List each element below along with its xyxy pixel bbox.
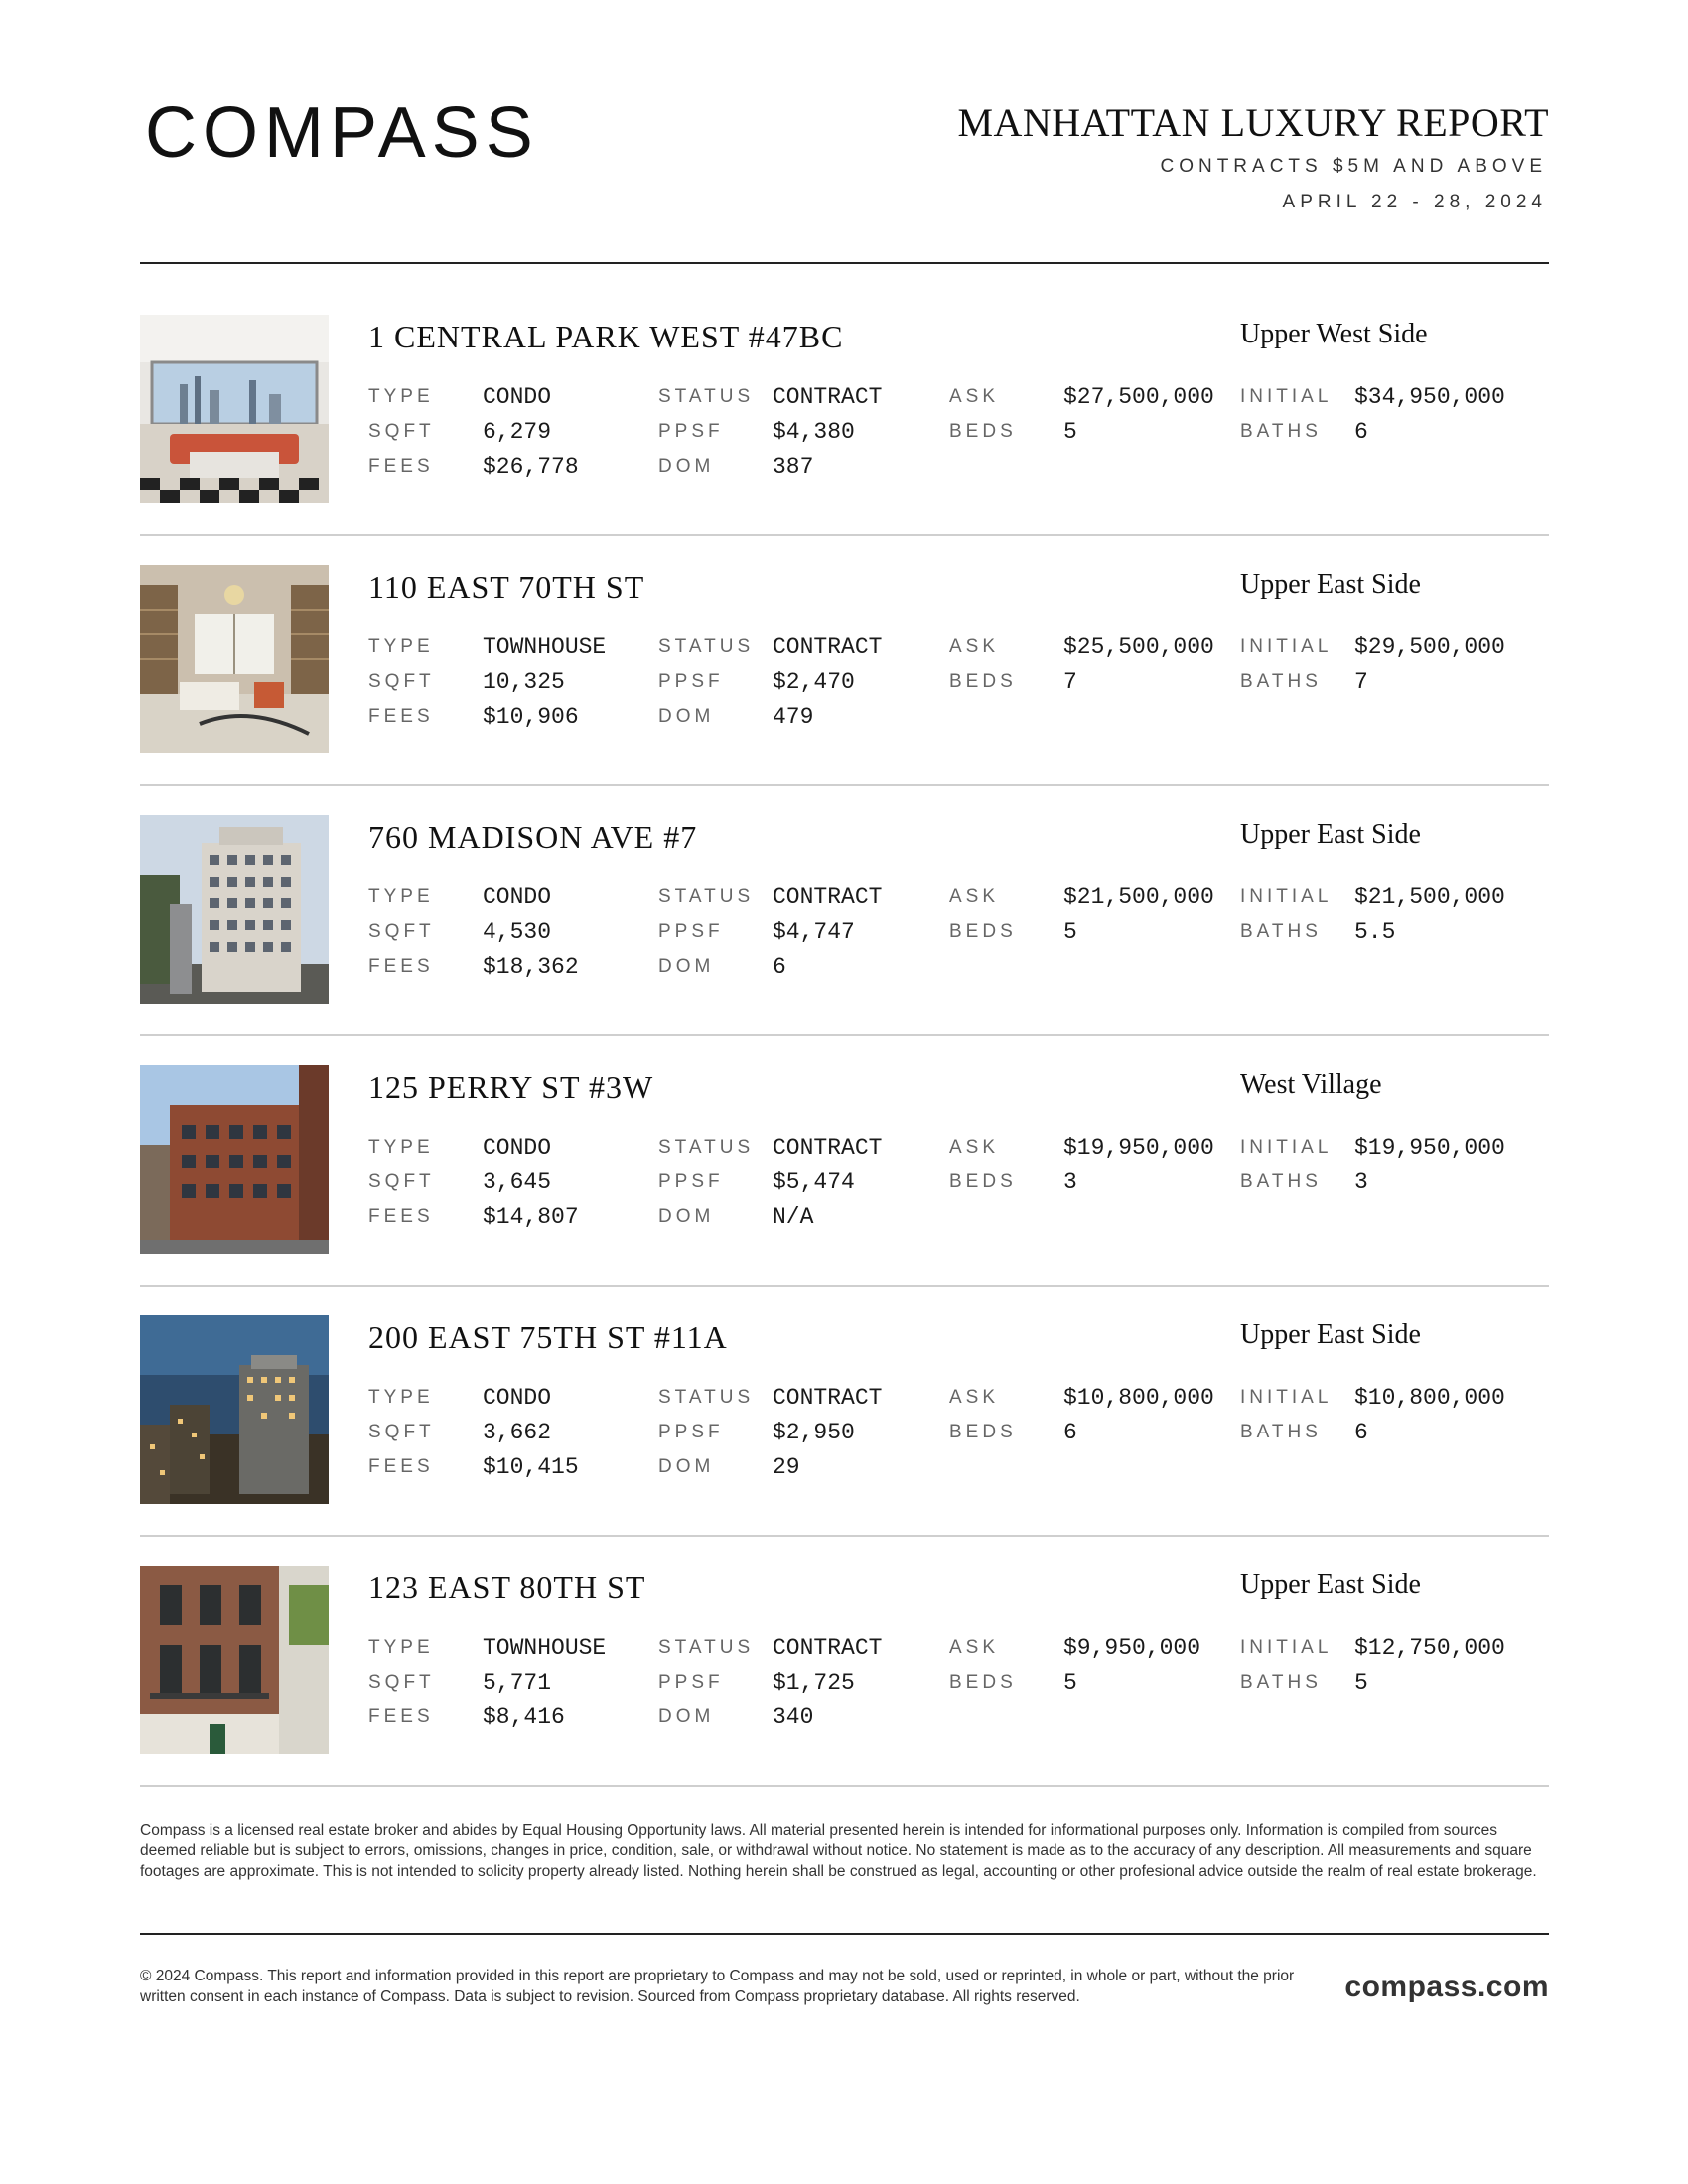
listing-address[interactable]: 110 EAST 70TH ST	[368, 569, 645, 605]
initial-label: INITIAL	[1240, 386, 1333, 407]
fees-label: FEES	[368, 706, 434, 727]
beds-value: 3	[1063, 1169, 1077, 1195]
living-room-skyline-photo[interactable]	[140, 315, 329, 503]
initial-value: $29,500,000	[1354, 634, 1505, 660]
dom-value: 6	[773, 954, 786, 980]
fees-label: FEES	[368, 1206, 434, 1227]
status-label: STATUS	[658, 1387, 755, 1408]
status-label: STATUS	[658, 887, 755, 907]
baths-value: 6	[1354, 419, 1368, 445]
status-value: CONTRACT	[773, 634, 883, 660]
status-value: CONTRACT	[773, 1135, 883, 1160]
ppsf-label: PPSF	[658, 1422, 724, 1442]
listing-neighborhood: Upper West Side	[1240, 319, 1428, 349]
status-label: STATUS	[658, 1137, 755, 1158]
ask-label: ASK	[949, 636, 1000, 657]
baths-value: 5.5	[1354, 919, 1396, 945]
baths-value: 6	[1354, 1420, 1368, 1445]
dom-label: DOM	[658, 956, 715, 977]
ask-value: $9,950,000	[1063, 1635, 1201, 1661]
townhouse-facade-photo[interactable]	[140, 1566, 329, 1754]
listing-divider	[140, 534, 1549, 536]
night-tower-photo[interactable]	[140, 1315, 329, 1504]
report-page	[140, 0, 1549, 2184]
sqft-value: 3,645	[483, 1169, 552, 1195]
initial-value: $10,800,000	[1354, 1385, 1505, 1411]
type-value: TOWNHOUSE	[483, 1635, 607, 1661]
listing-divider	[140, 784, 1549, 786]
dom-value: 387	[773, 454, 814, 479]
sqft-value: 3,662	[483, 1420, 552, 1445]
beds-value: 5	[1063, 419, 1077, 445]
baths-label: BATHS	[1240, 1171, 1322, 1192]
baths-label: BATHS	[1240, 671, 1322, 692]
sqft-value: 4,530	[483, 919, 552, 945]
type-label: TYPE	[368, 636, 434, 657]
baths-value: 5	[1354, 1670, 1368, 1696]
sqft-label: SQFT	[368, 1672, 435, 1693]
sqft-label: SQFT	[368, 1171, 435, 1192]
ask-label: ASK	[949, 1137, 1000, 1158]
listing-neighborhood: Upper East Side	[1240, 819, 1421, 850]
compass-logo	[145, 99, 572, 163]
fees-value: $14,807	[483, 1204, 579, 1230]
ask-label: ASK	[949, 1387, 1000, 1408]
dom-label: DOM	[658, 1206, 715, 1227]
listing-divider	[140, 1535, 1549, 1537]
baths-value: 7	[1354, 669, 1368, 695]
fees-value: $18,362	[483, 954, 579, 980]
status-label: STATUS	[658, 386, 755, 407]
report-subtitle: CONTRACTS $5M AND ABOVE	[1160, 156, 1547, 177]
footer-divider	[140, 1933, 1549, 1935]
type-label: TYPE	[368, 1387, 434, 1408]
fees-label: FEES	[368, 956, 434, 977]
type-value: CONDO	[483, 384, 552, 410]
type-value: CONDO	[483, 885, 552, 910]
dom-value: 340	[773, 1705, 814, 1730]
ask-value: $21,500,000	[1063, 885, 1214, 910]
listing-address[interactable]: 123 EAST 80TH ST	[368, 1570, 646, 1605]
dom-value: 479	[773, 704, 814, 730]
type-label: TYPE	[368, 887, 434, 907]
ask-label: ASK	[949, 1637, 1000, 1658]
baths-label: BATHS	[1240, 1672, 1322, 1693]
listing-address[interactable]: 125 PERRY ST #3W	[368, 1069, 654, 1105]
copyright-text: © 2024 Compass. This report and information provided in this report are proprietary to Compass and may not be sold, used or reprinted, in whole or part, without the prior written consent in each instance of Compass. Data is subject to revision. Sourced from Compass proprietary database. All rights reserved.	[140, 1968, 1295, 2005]
status-value: CONTRACT	[773, 885, 883, 910]
beds-label: BEDS	[949, 421, 1017, 442]
fees-value: $8,416	[483, 1705, 565, 1730]
status-value: CONTRACT	[773, 1635, 883, 1661]
listing-neighborhood: Upper East Side	[1240, 569, 1421, 600]
baths-value: 3	[1354, 1169, 1368, 1195]
ppsf-value: $2,950	[773, 1420, 855, 1445]
listing-address[interactable]: 200 EAST 75TH ST #11A	[368, 1319, 728, 1355]
beds-value: 5	[1063, 919, 1077, 945]
listing-row	[140, 1065, 1549, 1315]
type-label: TYPE	[368, 386, 434, 407]
type-label: TYPE	[368, 1637, 434, 1658]
tower-exterior-photo[interactable]	[140, 815, 329, 1004]
dom-value: 29	[773, 1454, 800, 1480]
type-label: TYPE	[368, 1137, 434, 1158]
ppsf-value: $4,747	[773, 919, 855, 945]
listing-row	[140, 565, 1549, 815]
baths-label: BATHS	[1240, 921, 1322, 942]
baths-label: BATHS	[1240, 1422, 1322, 1442]
ppsf-value: $2,470	[773, 669, 855, 695]
listing-neighborhood: Upper East Side	[1240, 1570, 1421, 1600]
initial-label: INITIAL	[1240, 1137, 1333, 1158]
fees-label: FEES	[368, 1456, 434, 1477]
sqft-label: SQFT	[368, 671, 435, 692]
listing-divider	[140, 1285, 1549, 1287]
ask-value: $25,500,000	[1063, 634, 1214, 660]
listing-neighborhood: West Village	[1240, 1069, 1382, 1100]
listing-address[interactable]: 760 MADISON AVE #7	[368, 819, 698, 855]
beds-value: 6	[1063, 1420, 1077, 1445]
svg-text:COMPASS: COMPASS	[145, 99, 539, 163]
dom-label: DOM	[658, 1706, 715, 1727]
beds-label: BEDS	[949, 1171, 1017, 1192]
listing-neighborhood: Upper East Side	[1240, 1319, 1421, 1350]
initial-label: INITIAL	[1240, 887, 1333, 907]
status-value: CONTRACT	[773, 1385, 883, 1411]
beds-label: BEDS	[949, 671, 1017, 692]
beds-label: BEDS	[949, 1672, 1017, 1693]
sqft-label: SQFT	[368, 1422, 435, 1442]
status-value: CONTRACT	[773, 384, 883, 410]
report-title: MANHATTAN LUXURY REPORT	[957, 100, 1549, 145]
compass-domain-link[interactable]: compass.com	[1344, 1971, 1549, 2003]
fees-value: $10,906	[483, 704, 579, 730]
ask-value: $10,800,000	[1063, 1385, 1214, 1411]
ppsf-label: PPSF	[658, 671, 724, 692]
ppsf-label: PPSF	[658, 421, 724, 442]
type-value: CONDO	[483, 1385, 552, 1411]
beds-label: BEDS	[949, 1422, 1017, 1442]
report-date-range: APRIL 22 - 28, 2024	[1282, 192, 1547, 212]
beds-value: 7	[1063, 669, 1077, 695]
report-header	[140, 0, 1549, 264]
sqft-label: SQFT	[368, 421, 435, 442]
initial-value: $12,750,000	[1354, 1635, 1505, 1661]
dom-value: N/A	[773, 1204, 814, 1230]
brick-building-photo[interactable]	[140, 1065, 329, 1254]
ask-value: $27,500,000	[1063, 384, 1214, 410]
listing-divider	[140, 1034, 1549, 1036]
initial-value: $21,500,000	[1354, 885, 1505, 910]
ppsf-label: PPSF	[658, 921, 724, 942]
ppsf-value: $4,380	[773, 419, 855, 445]
sqft-value: 5,771	[483, 1670, 552, 1696]
listing-row	[140, 815, 1549, 1065]
ppsf-label: PPSF	[658, 1672, 724, 1693]
fees-value: $26,778	[483, 454, 579, 479]
ask-value: $19,950,000	[1063, 1135, 1214, 1160]
listing-row	[140, 1315, 1549, 1566]
disclaimer-text: Compass is a licensed real estate broker and abides by Equal Housing Opportunity laws. All material presented herein is intended for informational purposes only. Information is compiled from sources deemed reliable but is subject to errors, omissions, changes in price, condition, sale, or withdrawal without notice. No statement is made as to the accuracy of any description. All measurements and square footages are approximate. This is not intended to solicity property already listed. Nothing herein shall be construed as legal, accounting or other profesional advice outside the realm of real estate brokerage.	[140, 1822, 1537, 1880]
listing-divider	[140, 1785, 1549, 1787]
dom-label: DOM	[658, 456, 715, 477]
status-label: STATUS	[658, 1637, 755, 1658]
fees-label: FEES	[368, 1706, 434, 1727]
sqft-value: 10,325	[483, 669, 565, 695]
dom-label: DOM	[658, 1456, 715, 1477]
type-value: TOWNHOUSE	[483, 634, 607, 660]
initial-label: INITIAL	[1240, 1637, 1333, 1658]
status-label: STATUS	[658, 636, 755, 657]
listing-row	[140, 315, 1549, 565]
ppsf-value: $1,725	[773, 1670, 855, 1696]
listing-address[interactable]: 1 CENTRAL PARK WEST #47BC	[368, 319, 844, 354]
type-value: CONDO	[483, 1135, 552, 1160]
listing-row	[140, 1566, 1549, 1816]
fees-label: FEES	[368, 456, 434, 477]
library-room-photo[interactable]	[140, 565, 329, 753]
sqft-value: 6,279	[483, 419, 552, 445]
initial-label: INITIAL	[1240, 636, 1333, 657]
beds-value: 5	[1063, 1670, 1077, 1696]
initial-value: $34,950,000	[1354, 384, 1505, 410]
beds-label: BEDS	[949, 921, 1017, 942]
fees-value: $10,415	[483, 1454, 579, 1480]
baths-label: BATHS	[1240, 421, 1322, 442]
ask-label: ASK	[949, 887, 1000, 907]
ask-label: ASK	[949, 386, 1000, 407]
header-divider	[140, 262, 1549, 264]
dom-label: DOM	[658, 706, 715, 727]
sqft-label: SQFT	[368, 921, 435, 942]
ppsf-value: $5,474	[773, 1169, 855, 1195]
ppsf-label: PPSF	[658, 1171, 724, 1192]
initial-value: $19,950,000	[1354, 1135, 1505, 1160]
initial-label: INITIAL	[1240, 1387, 1333, 1408]
